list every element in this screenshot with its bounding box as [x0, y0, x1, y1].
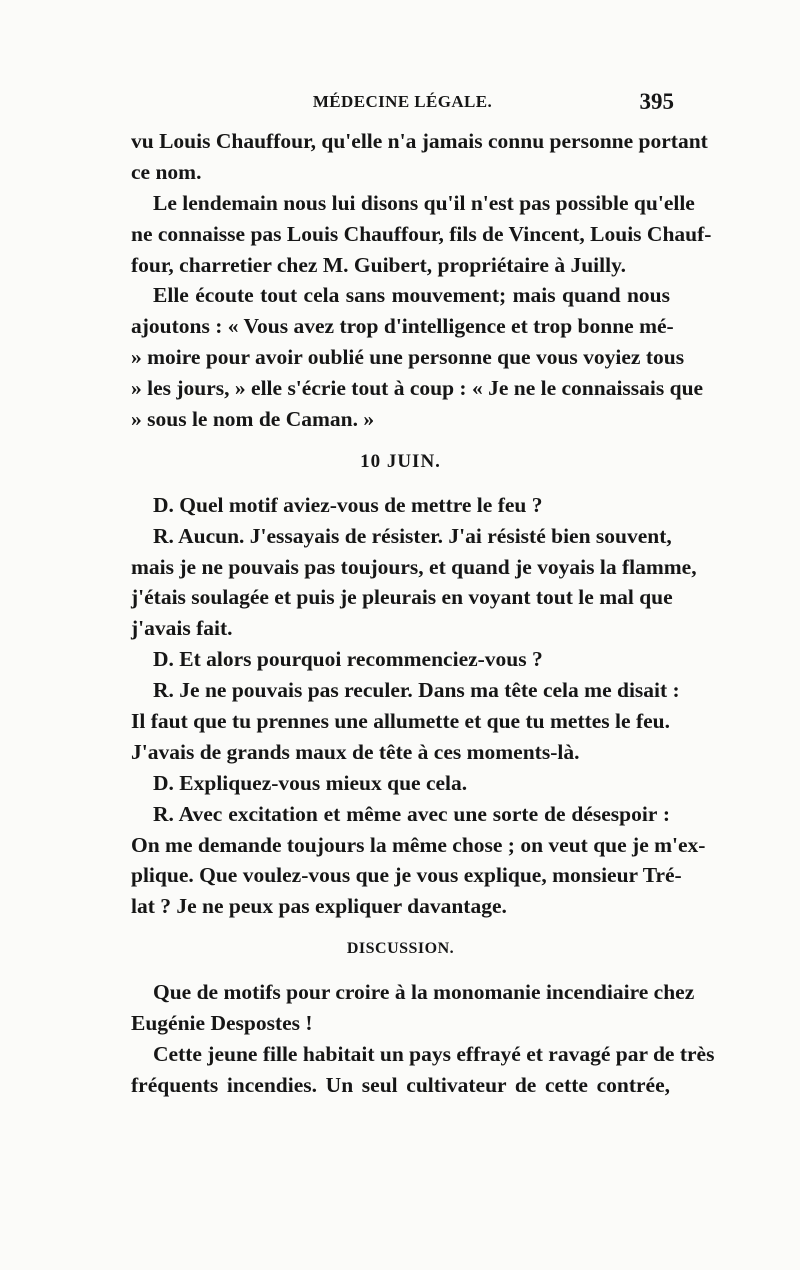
text-line: » les jours, » elle s'écrie tout à coup : « Je ne le connaissais que — [131, 376, 704, 401]
running-title: MÉDECINE LÉGALE. — [312, 92, 493, 111]
text-line: Elle écoute tout cela sans mouvement; mais quand nous — [153, 283, 670, 308]
answer-line: R. Aucun. J'essayais de résister. J'ai résisté bien souvent, — [153, 523, 672, 548]
text-line: Le lendemain nous lui disons qu'il n'est pas possible qu'elle — [153, 190, 695, 215]
text-line: fréquents incendies. Un seul cultivateur de cette contrée, — [131, 1072, 670, 1097]
question-line: D. Expliquez-vous mieux que cela. — [153, 770, 468, 795]
text-line: On me demande toujours la même chose ; on veut que je m'ex- — [131, 832, 706, 857]
body-text — [131, 126, 715, 1101]
text-line: ce nom. — [131, 159, 202, 184]
text-line: » moire pour avoir oublié une personne que vous voyiez tous — [131, 345, 685, 370]
text-line: ajoutons : « Vous avez trop d'intelligence et trop bonne mé- — [131, 314, 674, 339]
question-line: D. Et alors pourquoi recommenciez-vous ? — [153, 647, 543, 672]
text-line: vu Louis Chauffour, qu'elle n'a jamais connu personne portant — [131, 129, 708, 153]
question-line: D. Quel motif aviez-vous de mettre le feu ? — [153, 492, 543, 517]
page-header — [131, 89, 674, 122]
text-line: four, charretier chez M. Guibert, propriétaire à Juilly. — [131, 252, 627, 277]
section-heading: DISCUSSION. — [346, 940, 455, 958]
answer-line: R. Je ne pouvais pas reculer. Dans ma tête cela me disait : — [153, 678, 680, 703]
answer-line: R. Avec excitation et même avec une sorte de désespoir : — [153, 801, 670, 826]
text-line: lat ? Je ne peux pas expliquer davantage. — [131, 894, 507, 919]
text-line: » sous le nom de Caman. » — [131, 407, 375, 432]
page-number: 395 — [639, 89, 674, 114]
text-line: Il faut que tu prennes une allumette et que tu mettes le feu. — [131, 709, 670, 734]
text-line: mais je ne pouvais pas toujours, et quand je voyais la flamme, — [131, 554, 697, 579]
date-heading: 10 JUIN. — [360, 450, 441, 472]
text-line: j'avais fait. — [131, 616, 233, 641]
text-line: Eugénie Despostes ! — [131, 1011, 313, 1036]
text-line: J'avais de grands maux de tête à ces moments-là. — [131, 739, 580, 764]
text-line: plique. Que voulez-vous que je vous explique, monsieur Tré- — [131, 863, 682, 888]
text-line: Cette jeune fille habitait un pays effrayé et ravagé par de très — [153, 1041, 715, 1066]
text-line: ne connaisse pas Louis Chauffour, fils de Vincent, Louis Chauf- — [131, 221, 712, 246]
text-line: Que de motifs pour croire à la monomanie incendiaire chez — [153, 980, 695, 1005]
text-line: j'étais soulagée et puis je pleurais en voyant tout le mal que — [131, 585, 673, 610]
